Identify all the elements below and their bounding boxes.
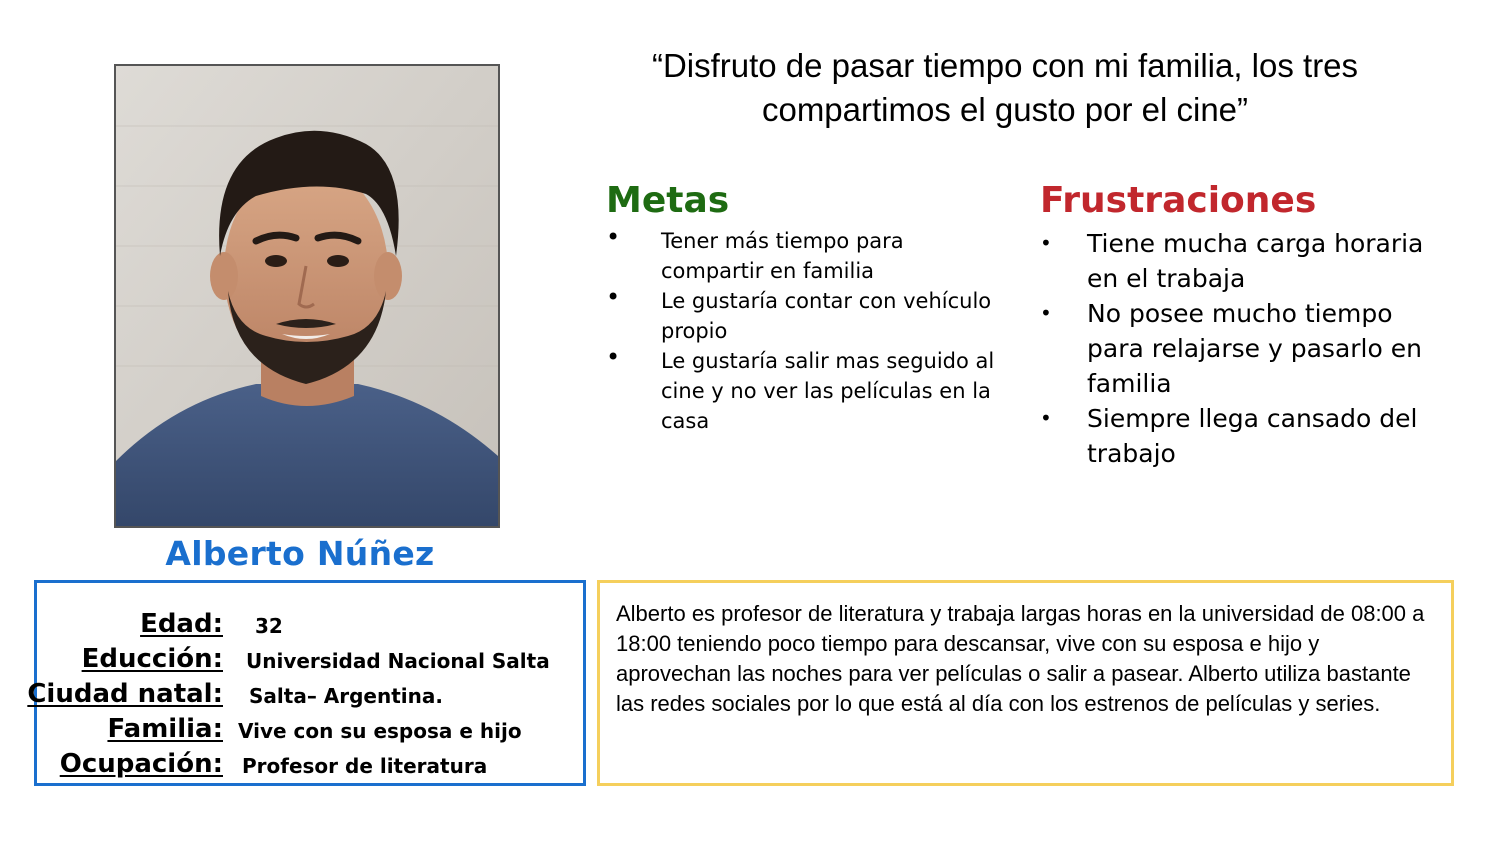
frustration-item (1040, 401, 1440, 471)
persona-description: Alberto es profesor de literatura y trabaja largas horas en la universidad de 08:00 a 18:00 teniendo poco tiempo para descansar, vive con su esposa e hijo y aprovechan las noches para ver películas o salir a pasear. Alberto utiliza bastante las redes sociales por lo que está al día con los estrenos de películas y series. (597, 580, 1454, 786)
goals-list (606, 223, 996, 436)
persona-photo (114, 64, 500, 528)
bullet-icon: • (1040, 301, 1052, 325)
frustration-text: Tiene mucha carga horaria en el trabaja (1087, 229, 1424, 293)
frustrations-list (1040, 226, 1440, 471)
persona-quote: “Disfruto de pasar tiempo con mi familia, los tres compartimos el gusto por el cine” (651, 47, 1359, 128)
bullet-icon: • (1040, 231, 1052, 255)
age-label: Edad: (140, 609, 223, 639)
bullet-icon: • (606, 283, 621, 311)
city-value: Salta– Argentina. (249, 684, 443, 708)
info-row-family (37, 712, 583, 746)
goal-text: Le gustaría salir mas seguido al cine y no ver las películas en la casa (661, 349, 995, 433)
persona-name: Alberto Núñez (165, 534, 435, 573)
bullet-icon: • (606, 223, 621, 251)
info-row-city (27, 677, 583, 711)
goal-text: Tener más tiempo para compartir en familia (661, 229, 904, 283)
family-label: Familia: (107, 714, 223, 744)
age-value: 32 (255, 614, 283, 638)
city-label: Ciudad natal: (27, 679, 223, 709)
bullet-icon: • (606, 343, 621, 371)
info-row-age (37, 607, 583, 641)
frustration-item (1040, 226, 1440, 296)
goals-title: Metas (606, 180, 730, 221)
info-row-occupation (37, 747, 583, 781)
persona-info-box (27, 580, 586, 786)
frustration-text: No posee mucho tiempo para relajarse y pasarlo en familia (1087, 299, 1422, 398)
education-label: Educción: (81, 644, 223, 674)
persona-photo-illustration (116, 66, 498, 526)
frustration-text: Siempre llega cansado del trabajo (1087, 404, 1418, 468)
frustration-item (1040, 296, 1440, 401)
info-row-education (37, 642, 583, 676)
goal-item (606, 223, 996, 286)
goal-text: Le gustaría contar con vehículo propio (661, 289, 992, 343)
family-value: Vive con su esposa e hijo (238, 719, 522, 743)
occupation-value: Profesor de literatura (242, 754, 488, 778)
goal-item (606, 343, 996, 436)
occupation-label: Ocupación: (59, 749, 223, 779)
frustrations-title: Frustraciones (1040, 180, 1317, 221)
goal-item (606, 283, 996, 346)
education-value: Universidad Nacional Salta (246, 649, 550, 673)
bullet-icon: • (1040, 406, 1052, 430)
